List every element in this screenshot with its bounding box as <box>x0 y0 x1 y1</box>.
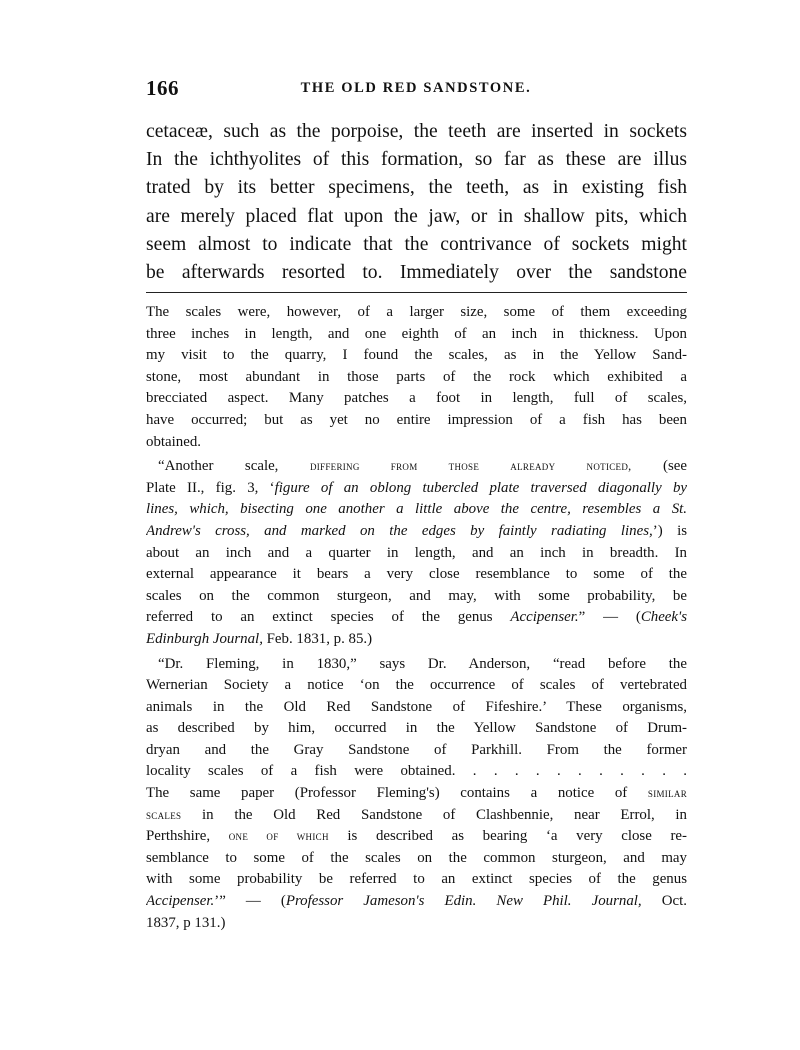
footnote-line: dryan and the Gray Sandstone of Parkhill. From the former <box>146 741 687 758</box>
footnote-line: as described by him, occurred in the Yellow Sandstone of Drum- <box>146 720 687 737</box>
text-run: ’” — ( <box>214 893 286 910</box>
main-text-line: seem almost to indicate that the contrivance of sockets might <box>146 233 687 255</box>
italic-run: Accipenser. <box>510 609 579 626</box>
footnote-line: my visit to the quarry, I found the scales, as in the Yellow Sand- <box>146 347 687 364</box>
small-caps-run: scales <box>146 807 182 822</box>
footnote-line <box>146 826 687 848</box>
text-run: Perthshire, <box>146 828 229 845</box>
footnote <box>146 302 687 934</box>
footnote-line <box>146 499 687 521</box>
footnote-line: about an inch and a quarter in length, and an inch in breadth. In <box>146 544 687 561</box>
text-run: is described as bearing ‘a very close re- <box>328 828 687 845</box>
footnote-line: with some probability be referred to an extinct species of the genus <box>146 871 687 888</box>
footnote-line: “Dr. Fleming, in 1830,” says Dr. Anderson, “read before the <box>158 655 687 672</box>
footnote-line: semblance to some of the scales on the common sturgeon, and may <box>146 849 687 866</box>
footnote-line <box>146 783 687 805</box>
footnote-line <box>146 629 687 651</box>
footnote-line: 1837, p 131.) <box>146 914 226 931</box>
footnote-line <box>146 891 687 913</box>
italic-run: figure of an oblong tubercled plate traversed diagonally by <box>274 479 687 496</box>
small-caps-run: differing from those already noticed, <box>309 459 632 474</box>
footnote-line <box>146 805 687 827</box>
main-text-line: be afterwards resorted to. Immediately over the sandstone <box>146 262 687 284</box>
footnote-line <box>146 478 687 500</box>
text-run: Plate II., fig. 3, ‘ <box>146 479 275 496</box>
text-run: Feb. 1831, p. 85.) <box>262 630 373 647</box>
text-run: (see <box>631 458 687 475</box>
main-text-line: are merely placed flat upon the jaw, or in shallow pits, which <box>146 205 687 227</box>
footnote-line: locality scales of a fish were obtained. . . . . . . . . . . . <box>146 763 687 780</box>
footnote-line: scales on the common sturgeon, and may, with some probability, be <box>146 587 687 604</box>
italic-run: Accipenser. <box>146 893 215 910</box>
page-header <box>146 76 686 102</box>
small-caps-run: similar <box>647 786 687 801</box>
footnote-line: three inches in length, and one eighth of an inch in thickness. Upon <box>146 325 687 342</box>
footnote-line: stone, most abundant in those parts of the rock which exhibited a <box>146 368 687 385</box>
footnote-divider <box>146 292 687 293</box>
footnote-line: have occurred; but as yet no entire impression of a fish has been <box>146 411 687 428</box>
footnote-line <box>146 521 687 543</box>
footnote-line: brecciated aspect. Many patches a foot in length, full of scales, <box>146 390 687 407</box>
footnote-line <box>146 456 687 478</box>
italic-run: Cheek's <box>640 609 687 626</box>
footnote-line: animals in the Old Red Sandstone of Fifeshire.’ These organisms, <box>146 698 687 715</box>
italic-run: lines, which, bisecting one another a little above the centre, resembles a St. <box>146 501 687 518</box>
footnote-line: Wernerian Society a notice ‘on the occurrence of scales of vertebrated <box>146 677 687 694</box>
small-caps-run: one of which <box>228 829 329 844</box>
italic-run: Andrew's cross, and marked on the edges by faintly radiating lines, <box>146 522 653 539</box>
italic-run: Professor Jameson's Edin. New Phil. Journal, <box>285 893 642 910</box>
text-run: ’) is <box>652 522 687 539</box>
footnote-line: obtained. <box>146 433 201 450</box>
page-number: 166 <box>146 76 179 100</box>
text-run: Oct. <box>641 893 687 910</box>
running-title: THE OLD RED SANDSTONE. <box>300 80 532 96</box>
main-text-line: In the ichthyolites of this formation, so far as these are illus <box>146 149 687 171</box>
text-run: “Another scale, <box>158 458 310 475</box>
text-run: The same paper (Professor Fleming's) contains a notice of <box>146 785 648 802</box>
italic-run: Edinburgh Journal, <box>146 630 263 647</box>
text-run: ” — ( <box>578 609 641 626</box>
main-text <box>146 118 687 287</box>
main-text-line: cetaceæ, such as the porpoise, the teeth are inserted in sockets <box>146 121 687 142</box>
text-run: in the Old Red Sandstone of Clashbennie, near Errol, in <box>181 806 687 823</box>
footnote-line <box>146 607 687 629</box>
footnote-line: external appearance it bears a very close resemblance to some of the <box>146 566 687 583</box>
main-text-line: trated by its better specimens, the teeth, as in existing fish <box>146 177 687 199</box>
text-run: referred to an extinct species of the genus <box>146 609 511 626</box>
footnote-line: The scales were, however, of a larger size, some of them exceeding <box>146 304 687 320</box>
